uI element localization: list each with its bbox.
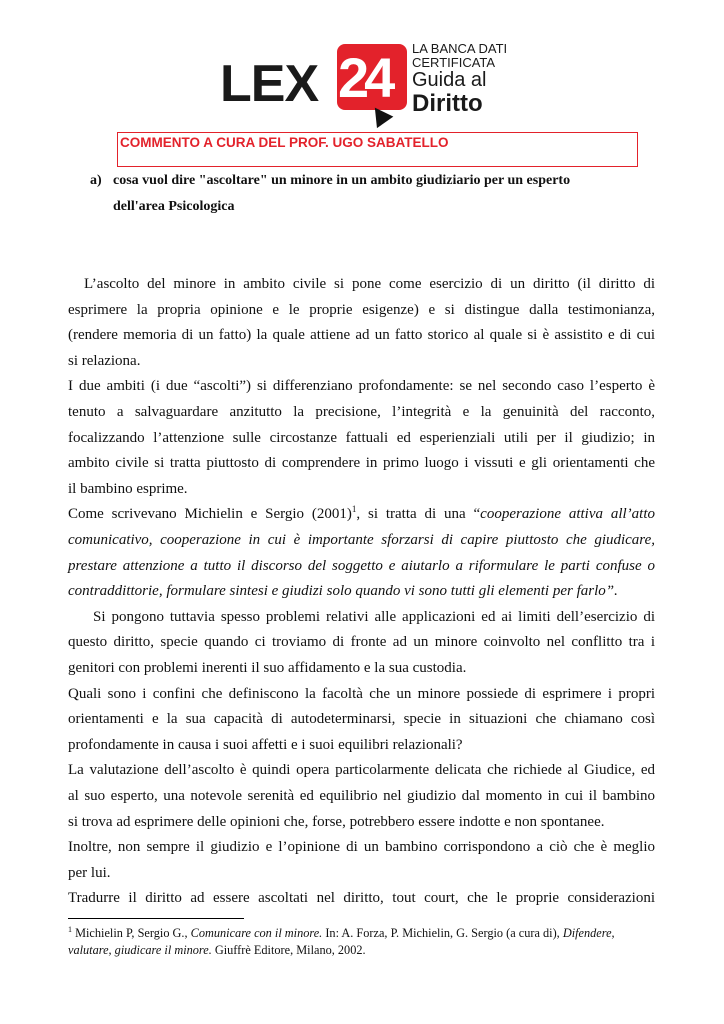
text-segment: L’ascolto del minore in ambito civile si pone come esercizio di un diritto (il diritto di (84, 276, 655, 292)
text-segment: al suo esperto, una notevole serenità ed equilibrio nel giudizio dal momento in cui il bambino (68, 788, 655, 804)
logo-line3: Guida al (412, 69, 487, 91)
text-line (68, 581, 655, 601)
text-segment: genitori con problemi inerenti il suo affidamento e la sua custodia. (68, 660, 467, 676)
logo-line1: LA BANCA DATI (412, 41, 508, 56)
text-line (68, 863, 655, 883)
text-segment: Si pongono tuttavia spesso problemi relativi alle applicazioni ed ai limiti dell’esercizio di (93, 608, 655, 625)
text-line (68, 735, 655, 755)
footnote-line2 (68, 942, 366, 958)
logo-lex: LEX (220, 55, 319, 113)
text-line (68, 402, 655, 422)
text-segment: questo diritto, specie quando ci troviamo di fronte ad un minore coinvolto nel conflitto tra i (68, 634, 655, 651)
text-segment: prestare attenzione a tutto il discorso del soggetto e aiutarlo a riformulare le parti confuse o (68, 557, 655, 574)
text-line (68, 837, 655, 857)
logo-24-box (337, 44, 407, 110)
text-segment: per lui. (68, 864, 111, 881)
text-line (68, 453, 655, 473)
text-segment: si relaziona. (68, 352, 141, 369)
text-line (68, 632, 655, 652)
text-segment: Tradurre il diritto ad essere ascoltati nel diritto, tout court, che le proprie considerazioni (68, 890, 655, 907)
text-segment: Giuffrè Editore, Milano, 2002. (211, 943, 366, 957)
footnote-number: 1 (68, 924, 72, 934)
text-segment: il bambino esprime. (68, 480, 188, 497)
text-line (68, 300, 655, 320)
text-line (68, 684, 655, 704)
logo-line4: Diritto (412, 90, 483, 117)
text-segment: , si tratta di una “ (356, 506, 481, 523)
text-line (68, 376, 655, 396)
text-line (68, 888, 655, 908)
text-line (68, 530, 655, 550)
text-line (68, 504, 655, 524)
text-segment: comunicativo, cooperazione in cui è importante sforzarsi di capire piuttosto che giudicare, (68, 532, 655, 548)
text-segment: In: A. Forza, P. Michielin, G. Sergio (a cura di), (322, 926, 563, 940)
text-line (68, 351, 655, 371)
text-segment: Inoltre, non sempre il giudizio e l’opinione di un bambino corrispondono a ciò che è meglio (68, 839, 655, 856)
text-segment: profondamente in causa i suoi affetti e i suoi equilibri relazionali? (68, 736, 463, 753)
heading-line1: cosa vuol dire "ascoltare" un minore in un ambito giudiziario per un esperto (113, 173, 571, 188)
text-segment: Difendere, (562, 926, 615, 940)
text-segment: contraddittorie, formulare sintesi e giudizi solo quando vi sono tutti gli elementi per farlo”. (68, 583, 618, 600)
text-segment: esprimere la propria opinione e le proprie esigenze) e si distingue dalla testimonianza, (68, 301, 655, 318)
text-segment: Michielin P, Sergio G., (72, 926, 191, 940)
text-line (68, 812, 655, 832)
lex24-logo (220, 38, 508, 128)
text-segment: tenuto a salvaguardare anzitutto la precisione, l’integrità e la genuinità del racconto, (68, 404, 655, 420)
text-line (68, 709, 655, 729)
text-segment: orientamenti e la sua capacità di autodeterminarsi, specie in situazioni che chiamano così (68, 711, 655, 728)
text-line (68, 556, 655, 576)
logo-24: 24 (338, 46, 391, 109)
commento-text: COMMENTO A CURA DEL PROF. UGO SABATELLO (120, 135, 449, 150)
text-line (68, 786, 655, 806)
text-segment: Comunicare con il minore. (190, 926, 323, 940)
text-segment: Quali sono i confini che definiscono la facoltà che un minore possiede di esprimere i propri (68, 685, 655, 702)
text-line (93, 607, 655, 627)
footnote-ref: 1 (351, 504, 357, 515)
heading-marker: a) (90, 173, 102, 188)
text-line (68, 428, 655, 448)
text-line (84, 274, 655, 294)
text-line (68, 760, 655, 780)
text-segment: si trova ad esprimere delle opinioni che, forse, potrebbero essere indotte e non spontanee. (68, 813, 605, 830)
text-segment: Come scrivevano Michielin e Sergio (2001) (68, 506, 352, 523)
logo-line2: CERTIFICATA (412, 55, 496, 70)
text-segment: La valutazione dell’ascolto è quindi opera particolarmente delicata che richiede al Giudice, ed (68, 762, 655, 779)
footnote-divider (68, 918, 244, 919)
text-segment: I due ambiti (i due “ascolti”) si differenziano profondamente: se nel secondo caso l’esperto è (68, 378, 655, 395)
commento-box (117, 132, 638, 167)
text-line (68, 658, 655, 678)
text-segment: (rendere memoria di un fatto) la quale attiene ad un fatto storico al quale si è assistito e di cui (68, 327, 655, 344)
text-segment: cooperazione attiva all’atto (480, 506, 655, 523)
footnote-line1 (68, 925, 615, 941)
text-segment: focalizzando l’attenzione sulle circostanze fattuali ed esperienziali utili per il giudizio; in (68, 429, 655, 446)
heading-line2: dell'area Psicologica (113, 199, 235, 214)
text-segment: ambito civile si tratta piuttosto di comprendere in primo luogo i vissuti e gli orientamenti che (68, 455, 655, 472)
text-line (68, 479, 655, 499)
text-segment: valutare, giudicare il minore. (68, 943, 212, 957)
text-line (68, 325, 655, 345)
